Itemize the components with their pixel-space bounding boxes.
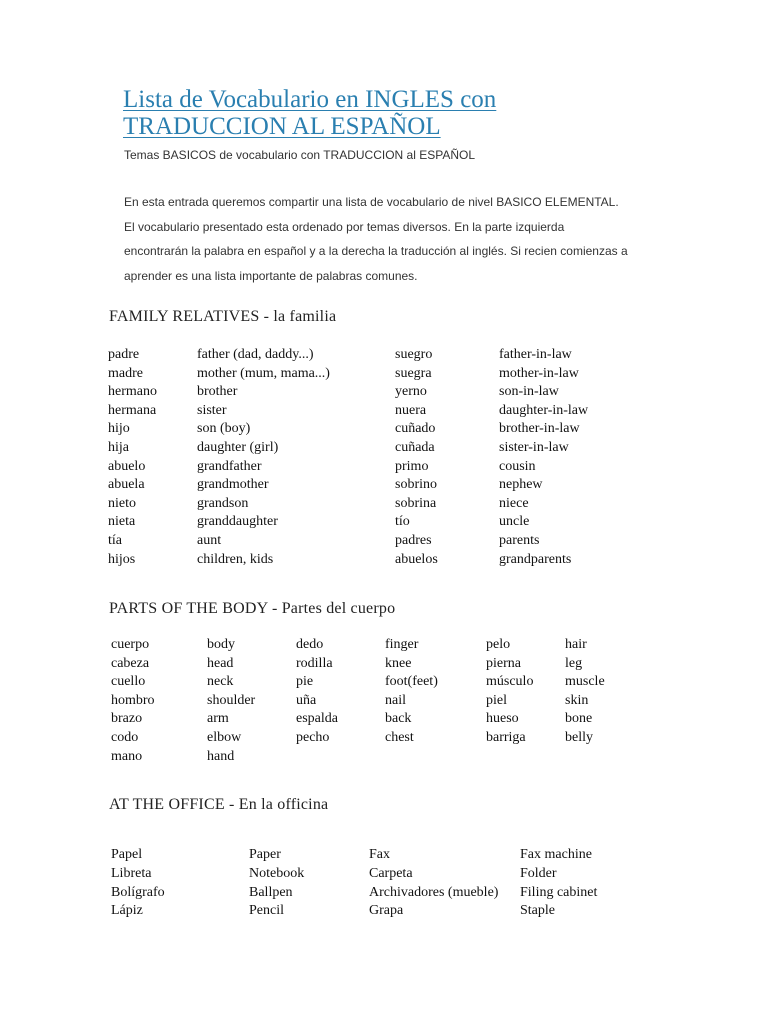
vocab-word: sobrino — [395, 477, 437, 493]
vocab-word: Archivadores (mueble) — [369, 884, 499, 900]
vocab-word: elbow — [207, 729, 242, 745]
vocab-word: barriga — [486, 729, 526, 745]
vocab-word: codo — [111, 729, 139, 745]
vocab-word: Grapa — [369, 903, 404, 919]
body-english-column-2 — [385, 636, 438, 748]
vocab-word: hijos — [108, 551, 136, 567]
vocab-word: Paper — [249, 847, 281, 862]
vocab-word: madre — [108, 365, 143, 381]
family-english-column-2 — [499, 346, 588, 569]
vocab-word: foot(feet) — [385, 674, 438, 690]
vocab-word: children, kids — [197, 551, 274, 567]
page-title-line-1[interactable]: Lista de Vocabulario en INGLES con — [123, 86, 497, 113]
vocab-word: nuera — [395, 402, 427, 418]
vocab-word: granddaughter — [197, 514, 278, 530]
intro-line: aprender es una lista importante de palabras comunes. — [124, 268, 418, 283]
intro-line: En esta entrada queremos compartir una lista de vocabulario de nivel BASICO ELEMENTAL. — [124, 195, 619, 209]
vocab-word: Filing cabinet — [520, 884, 598, 900]
vocab-word: neck — [207, 674, 234, 690]
vocab-word: pierna — [486, 655, 521, 671]
vocab-word: hueso — [486, 711, 519, 727]
vocab-word: father (dad, daddy...) — [197, 347, 314, 362]
vocab-word: primo — [395, 458, 429, 474]
vocab-word: sister-in-law — [499, 439, 569, 455]
vocab-word: back — [385, 711, 412, 727]
vocab-word: niece — [499, 495, 529, 511]
vocab-word: hombro — [111, 692, 155, 708]
vocab-word: hijo — [108, 421, 130, 437]
vocab-word: cabeza — [111, 655, 150, 671]
section-heading-family-es: - la familia — [259, 308, 337, 325]
intro-line: El vocabulario presentado esta ordenado por temas diversos. En la parte izquierda — [124, 219, 565, 234]
vocab-word: head — [207, 655, 234, 671]
vocab-word: chest — [385, 729, 414, 745]
family-spanish-column-2 — [395, 346, 438, 569]
vocab-word: mother (mum, mama...) — [197, 365, 330, 381]
section-heading-body — [109, 600, 395, 618]
vocab-word: Ballpen — [249, 884, 293, 900]
vocab-word: suegro — [395, 347, 433, 362]
vocab-word: piel — [486, 692, 507, 708]
office-english-column-1 — [249, 846, 304, 921]
vocab-word: hair — [565, 637, 587, 652]
vocab-word: body — [207, 637, 235, 652]
page-title-line-2[interactable]: TRADUCCION AL ESPAÑOL — [123, 113, 441, 140]
body-english-column-3 — [565, 636, 605, 748]
vocab-word: yerno — [395, 384, 427, 400]
vocab-word: knee — [385, 655, 412, 671]
page-subtitle: Temas BASICOS de vocabulario con TRADUCCION al ESPAÑOL — [124, 148, 476, 162]
vocab-word: father-in-law — [499, 347, 572, 362]
vocab-word: Lápiz — [111, 903, 143, 919]
vocab-word: grandson — [197, 495, 249, 511]
vocab-word: hija — [108, 439, 129, 455]
vocab-word: nail — [385, 692, 406, 708]
body-spanish-column-1 — [111, 636, 155, 766]
vocab-word: Fax machine — [520, 847, 592, 862]
office-spanish-column-2 — [369, 846, 498, 921]
vocab-word: belly — [565, 729, 593, 745]
vocab-word: grandfather — [197, 458, 262, 474]
page-title[interactable] — [123, 86, 683, 140]
vocab-word: sobrina — [395, 495, 437, 511]
vocab-word: arm — [207, 711, 229, 727]
vocab-word: Papel — [111, 847, 143, 862]
vocab-word: skin — [565, 692, 589, 708]
vocab-word: cousin — [499, 458, 536, 474]
vocab-word: parents — [499, 532, 540, 548]
vocab-word: rodilla — [296, 655, 333, 671]
vocab-word: Bolígrafo — [111, 884, 165, 900]
vocab-word: daughter-in-law — [499, 402, 589, 418]
vocab-word: pelo — [486, 637, 511, 652]
vocab-word: nephew — [499, 477, 543, 493]
vocab-word: grandmother — [197, 477, 269, 493]
vocab-word: pecho — [296, 729, 330, 745]
vocab-word: nieta — [108, 514, 136, 530]
section-heading-body-en: PARTS OF THE BODY — [109, 600, 268, 617]
vocab-word: nieto — [108, 495, 136, 511]
vocab-word: son (boy) — [197, 421, 251, 437]
body-spanish-column-3 — [486, 636, 533, 748]
body-spanish-column-2 — [296, 636, 338, 748]
section-heading-office — [109, 796, 328, 814]
section-heading-body-es: - Partes del cuerpo — [267, 600, 396, 617]
vocab-word: hermano — [108, 384, 157, 400]
vocab-word: dedo — [296, 637, 324, 652]
vocab-word: mother-in-law — [499, 365, 579, 381]
vocab-word: bone — [565, 711, 593, 727]
body-english-column-1 — [207, 636, 255, 766]
vocab-word: abuelo — [108, 458, 146, 474]
vocab-word: Folder — [520, 865, 557, 881]
office-english-column-2 — [520, 846, 597, 921]
office-spanish-column-1 — [111, 846, 165, 921]
vocab-word: hermana — [108, 402, 157, 418]
vocab-word: uncle — [499, 514, 530, 530]
vocab-word: cuello — [111, 674, 146, 690]
vocab-word: brother-in-law — [499, 421, 580, 437]
vocab-word: leg — [565, 655, 583, 671]
vocab-word: suegra — [395, 365, 432, 381]
vocab-word: muscle — [565, 674, 605, 690]
vocab-word: cuñada — [395, 439, 435, 455]
section-heading-office-en: AT THE OFFICE — [109, 796, 225, 813]
vocab-word: Staple — [520, 903, 555, 919]
family-spanish-column-1 — [108, 346, 157, 569]
vocab-word: son-in-law — [499, 384, 559, 400]
vocab-word: Fax — [369, 847, 390, 862]
vocab-word: tía — [108, 532, 122, 548]
vocab-word: Notebook — [249, 865, 305, 881]
vocab-word: mano — [111, 748, 143, 764]
vocab-word: daughter (girl) — [197, 439, 279, 455]
vocab-word: abuelos — [395, 551, 438, 567]
vocab-word: tío — [395, 514, 410, 530]
section-heading-office-es: - En la officina — [224, 796, 329, 813]
vocab-word: Pencil — [249, 903, 284, 919]
vocab-word: Libreta — [111, 865, 152, 881]
vocab-word: abuela — [108, 477, 145, 493]
vocab-word: shoulder — [207, 692, 256, 708]
vocab-word: aunt — [197, 532, 222, 548]
section-heading-family — [109, 308, 336, 326]
intro-paragraph — [124, 190, 684, 288]
vocab-word: pie — [296, 674, 314, 690]
vocab-word: uña — [296, 692, 317, 708]
section-heading-family-en: FAMILY RELATIVES — [109, 308, 260, 325]
vocab-word: Carpeta — [369, 865, 413, 881]
vocab-word: brazo — [111, 711, 143, 727]
vocab-word: padres — [395, 532, 432, 548]
vocab-word: cuerpo — [111, 637, 150, 652]
vocab-word: finger — [385, 637, 419, 652]
vocab-word: sister — [197, 402, 227, 418]
vocab-word: hand — [207, 748, 235, 764]
family-english-column-1 — [197, 346, 330, 569]
vocab-word: padre — [108, 347, 140, 362]
vocab-word: espalda — [296, 711, 338, 727]
vocab-word: músculo — [486, 674, 534, 690]
vocab-word: cuñado — [395, 421, 436, 437]
vocab-word: brother — [197, 384, 238, 400]
vocab-word: grandparents — [499, 551, 572, 567]
intro-line: encontrarán la palabra en español y a la derecha la traducción al inglés. Si recien comienzas a — [124, 244, 628, 258]
